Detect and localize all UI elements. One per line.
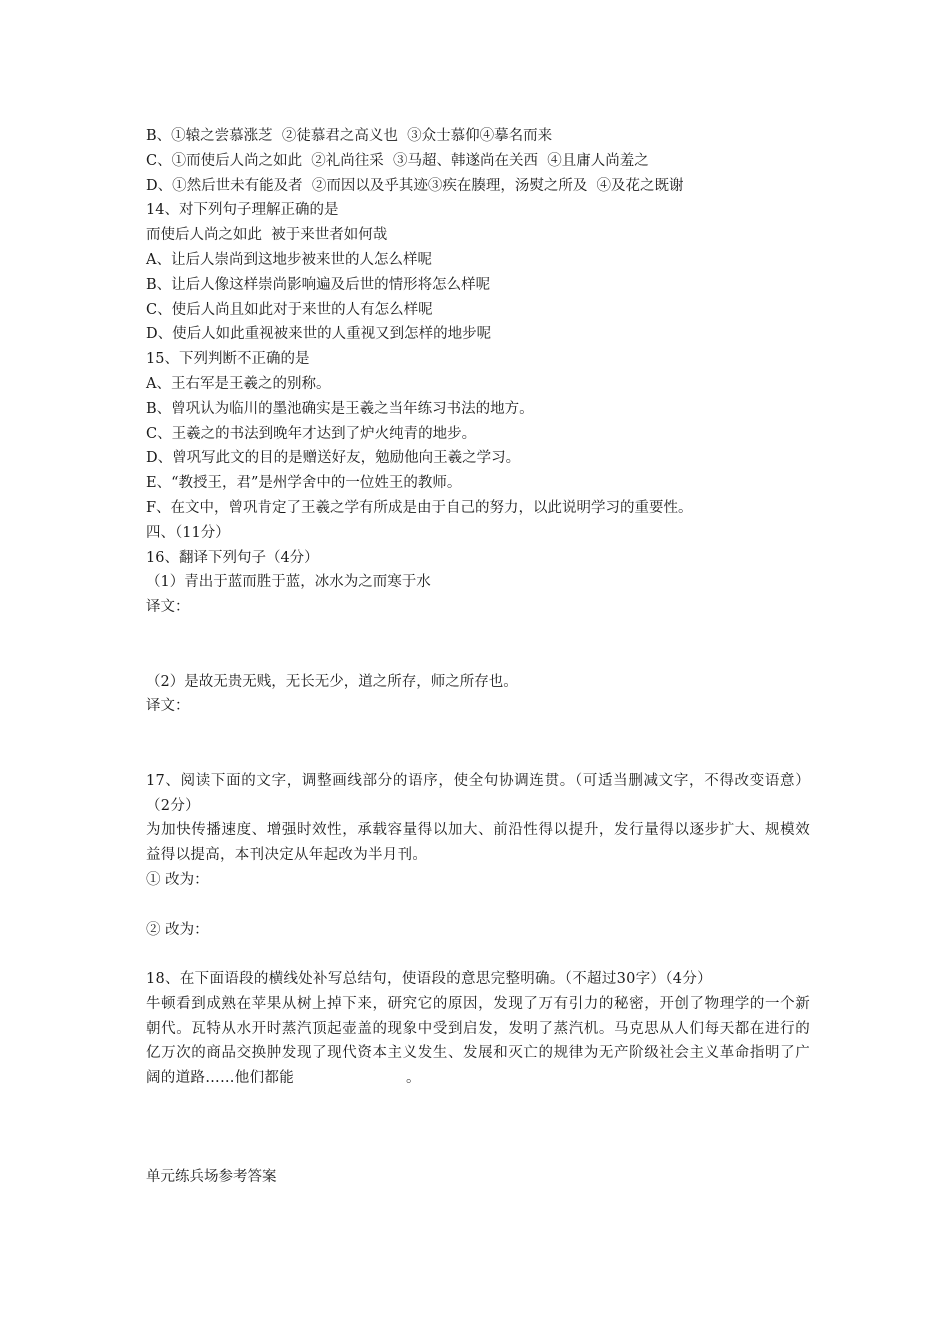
answer-space bbox=[146, 893, 810, 918]
q16-item-2: （2）是故无贵无贱，无长无少，道之所存，师之所存也。 bbox=[146, 673, 518, 690]
q17-passage: 为加快传播速度、增强时效性，承载容量得以加大、前沿性得以提升，发行量得以逐步扩大、规模效益得以提高，本刊决定从年起改为半月刊。 bbox=[146, 822, 810, 864]
q14-stem: 14、对下列句子理解正确的是 bbox=[146, 202, 339, 219]
q13-option-d: D、①然后世未有能及者 ②而因以及乎其迹③疾在腠理，汤熨之所及 ④及花之既谢 bbox=[146, 177, 684, 194]
q15-option-a: A、王右军是王羲之的别称。 bbox=[146, 375, 331, 392]
answer-space bbox=[146, 1091, 810, 1165]
q15-option-d: D、曾巩写此文的目的是赠送好友，勉励他向王羲之学习。 bbox=[146, 450, 521, 467]
answer-space bbox=[146, 719, 810, 769]
q18-passage bbox=[146, 992, 810, 1091]
q17-answer-2: ② 改为： bbox=[146, 921, 209, 938]
document-page bbox=[146, 124, 810, 1190]
q16-item-1: （1）青出于蓝而胜于蓝，冰水为之而寒于水 bbox=[146, 574, 431, 591]
q16-translation-label-1: 译文： bbox=[146, 599, 190, 616]
q14-option-d: D、使后人如此重视被来世的人重视又到怎样的地步呢 bbox=[146, 326, 492, 343]
q13-option-b: B、①辕之尝慕涨芝 ②徒慕君之高义也 ③众士慕仰④摹名而来 bbox=[146, 128, 553, 144]
q13-option-c: C、①而使后人尚之如此 ②礼尚往采 ③马超、韩遂尚在关西 ④且庸人尚羞之 bbox=[146, 152, 649, 169]
q18-stem: 18、在下面语段的横线处补写总结句，使语段的意思完整明确。（不超过30字）（4分） bbox=[146, 971, 712, 988]
q16-translation-label-2: 译文： bbox=[146, 698, 190, 715]
q14-option-b: B、让后人像这样崇尚影响遍及后世的情形将怎么样呢 bbox=[146, 276, 491, 293]
answers-heading: 单元练兵场参考答案 bbox=[146, 1169, 277, 1186]
q16-stem: 16、翻译下列句子（4分） bbox=[146, 549, 319, 566]
q18-passage-text: 牛顿看到成熟在苹果从树上掉下来，研究它的原因，发现了万有引力的秘密，开创了物理学的一个新朝代。瓦特从水开时蒸汽顶起壶盖的现象中受到启发，发明了蒸汽机。马克思从人们每天都在进行的亿万次的商品交换肿发现了现代资本主义发生、发展和灭亡的规律为无产阶级社会主义革命指明了广阔的道路……他们都能 bbox=[146, 995, 810, 1087]
answer-space bbox=[146, 942, 810, 967]
q15-option-b: B、曾巩认为临川的墨池确实是王羲之当年练习书法的地方。 bbox=[146, 400, 534, 417]
q15-option-f: F、在文中，曾巩肯定了王羲之学有所成是由于自己的努力，以此说明学习的重要性。 bbox=[146, 499, 693, 516]
q14-sentence: 而使后人尚之如此 被于来世者如何哉 bbox=[146, 227, 388, 244]
q17-answer-1: ① 改为： bbox=[146, 871, 209, 888]
q18-ending: 。 bbox=[406, 1070, 421, 1087]
q17-stem: 17、阅读下面的文字，调整画线部分的语序，使全句协调连贯。（可适当删减文字，不得改变语意）（2分） bbox=[146, 772, 810, 814]
q14-option-a: A、让后人崇尚到这地步被来世的人怎么样呢 bbox=[146, 251, 432, 268]
q15-stem: 15、下列判断不正确的是 bbox=[146, 351, 310, 368]
q15-option-c: C、王羲之的书法到晚年才达到了炉火纯青的地步。 bbox=[146, 425, 477, 442]
q15-option-e: E、“教授王，君”是州学舍中的一位姓王的教师。 bbox=[146, 475, 462, 492]
section-heading: 四、（11分） bbox=[146, 524, 230, 541]
answer-space bbox=[146, 620, 810, 670]
q14-option-c: C、使后人尚且如此对于来世的人有怎么样呢 bbox=[146, 301, 433, 318]
